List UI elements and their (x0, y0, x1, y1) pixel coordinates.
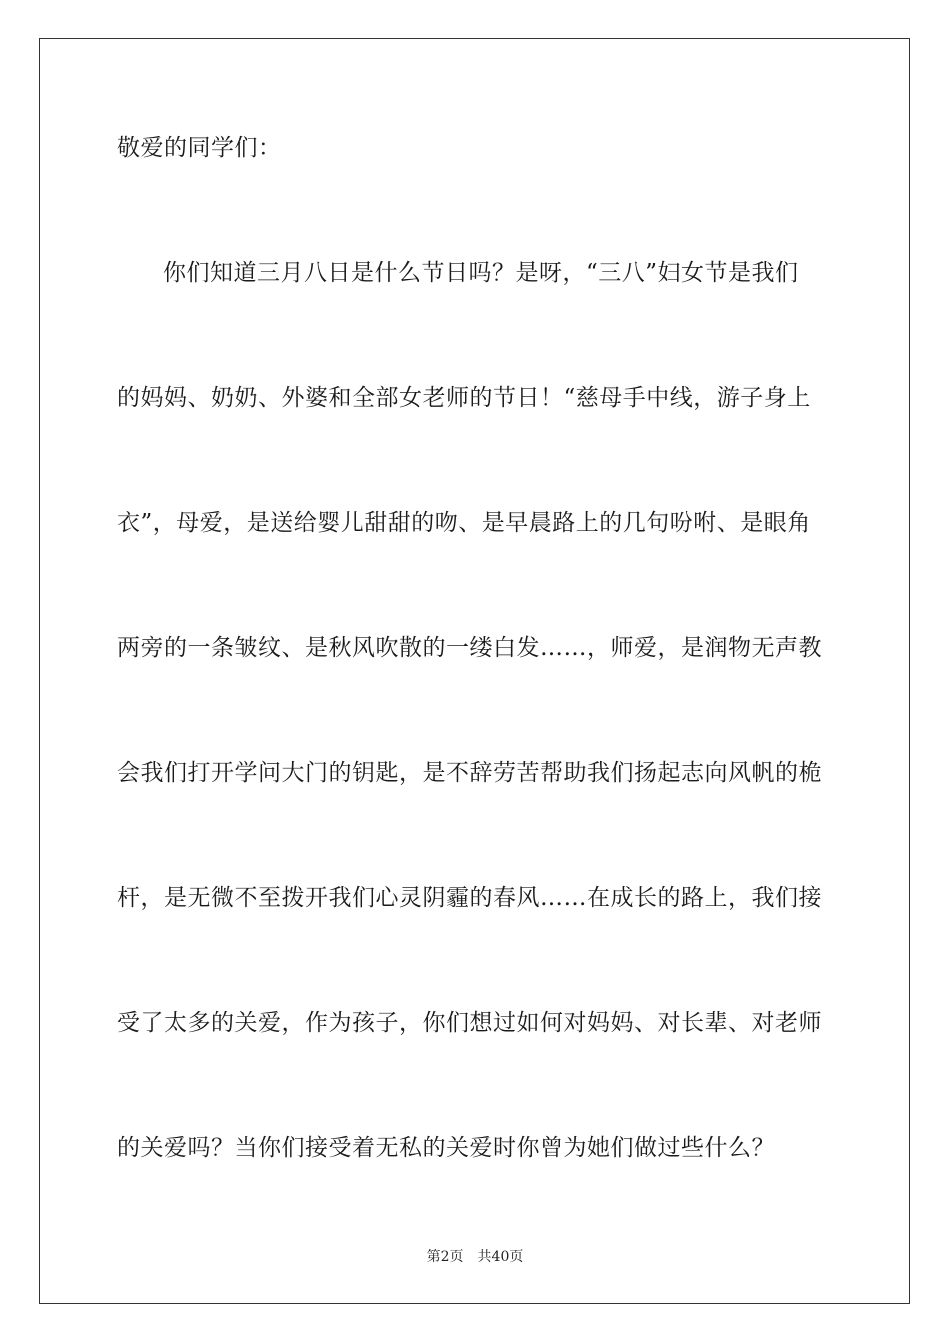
page-border (39, 38, 910, 1304)
page-number: 第2页 (426, 1249, 464, 1265)
salutation: 敬爱的同学们： (117, 135, 282, 161)
paragraph-line-2: 的妈妈、奶奶、外婆和全部女老师的节日！“慈母手中线，游子身上 (117, 385, 811, 411)
paragraph-line-5: 会我们打开学问大门的钥匙，是不辞劳苦帮助我们扬起志向风帆的桅 (117, 760, 822, 786)
paragraph-line-6: 杆，是无微不至拨开我们心灵阴霾的春风……在成长的路上，我们接 (117, 885, 822, 911)
page-footer (0, 1248, 950, 1266)
paragraph-line-7: 受了太多的关爱，作为孩子，你们想过如何对妈妈、对长辈、对老师 (117, 1010, 822, 1036)
paragraph-line-8: 的关爱吗？当你们接受着无私的关爱时你曾为她们做过些什么？ (117, 1135, 775, 1161)
paragraph-line-4: 两旁的一条皱纹、是秋风吹散的一缕白发……，师爱，是润物无声教 (117, 635, 822, 661)
page-total: 共40页 (477, 1249, 524, 1265)
paragraph-line-1: 你们知道三月八日是什么节日吗？是呀，“三八”妇女节是我们 (163, 260, 799, 286)
paragraph-line-3: 衣”，母爱，是送给婴儿甜甜的吻、是早晨路上的几句吩咐、是眼角 (117, 510, 811, 536)
